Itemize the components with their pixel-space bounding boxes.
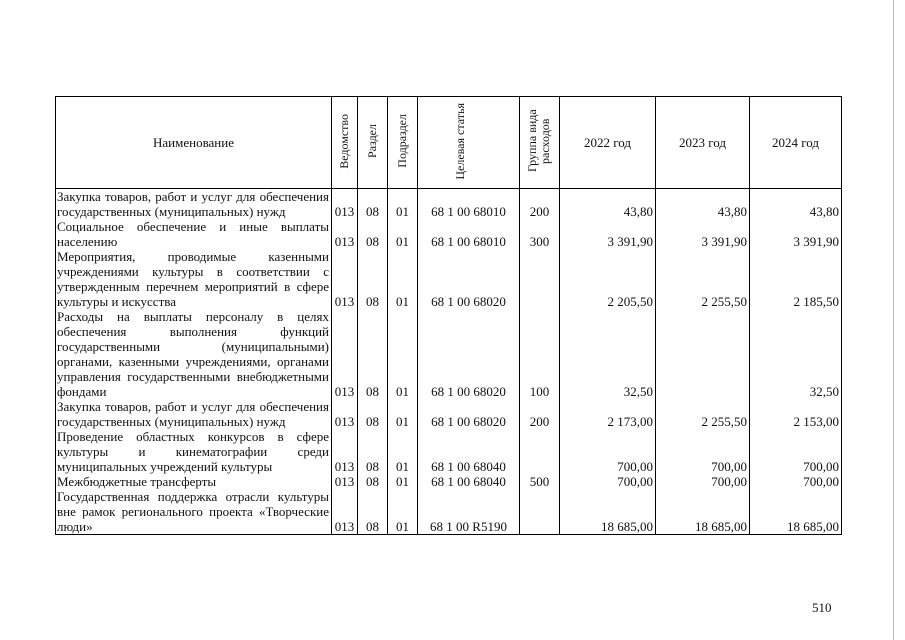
cell-y2022: 2 205,50 bbox=[560, 249, 656, 309]
cell-ved: 013 bbox=[332, 249, 358, 309]
cell-y2022: 3 391,90 bbox=[560, 219, 656, 249]
cell-target: 68 1 00 68010 bbox=[418, 219, 520, 249]
cell-podrazdel: 01 bbox=[388, 429, 418, 474]
cell-podrazdel: 01 bbox=[388, 309, 418, 399]
cell-y2023 bbox=[656, 309, 750, 399]
cell-podrazdel: 01 bbox=[388, 219, 418, 249]
cell-name: Социальное обеспечение и иные выплаты населению bbox=[56, 219, 332, 249]
cell-group: 500 bbox=[520, 474, 560, 489]
table-row bbox=[56, 429, 842, 474]
cell-group: 200 bbox=[520, 399, 560, 429]
cell-y2023: 43,80 bbox=[656, 189, 750, 220]
cell-target: 68 1 00 68040 bbox=[418, 429, 520, 474]
cell-group: 300 bbox=[520, 219, 560, 249]
cell-razdel: 08 bbox=[358, 189, 388, 220]
table-row bbox=[56, 249, 842, 309]
budget-table bbox=[55, 96, 842, 535]
cell-podrazdel: 01 bbox=[388, 489, 418, 535]
cell-y2022: 700,00 bbox=[560, 474, 656, 489]
cell-ved: 013 bbox=[332, 219, 358, 249]
table-row bbox=[56, 309, 842, 399]
cell-y2023: 3 391,90 bbox=[656, 219, 750, 249]
header-2023: 2023 год bbox=[656, 97, 750, 189]
budget-table-container bbox=[55, 96, 842, 535]
cell-podrazdel: 01 bbox=[388, 249, 418, 309]
cell-name: Закупка товаров, работ и услуг для обеспечения государственных (муниципальных) нужд bbox=[56, 189, 332, 220]
cell-ved: 013 bbox=[332, 474, 358, 489]
cell-name: Межбюджетные трансферты bbox=[56, 474, 332, 489]
cell-y2023: 18 685,00 bbox=[656, 489, 750, 535]
cell-y2023: 2 255,50 bbox=[656, 399, 750, 429]
cell-ved: 013 bbox=[332, 429, 358, 474]
cell-y2024: 700,00 bbox=[750, 474, 842, 489]
cell-podrazdel: 01 bbox=[388, 189, 418, 220]
cell-ved: 013 bbox=[332, 399, 358, 429]
cell-ved: 013 bbox=[332, 189, 358, 220]
table-row bbox=[56, 399, 842, 429]
cell-podrazdel: 01 bbox=[388, 474, 418, 489]
cell-y2023: 2 255,50 bbox=[656, 249, 750, 309]
cell-y2024: 3 391,90 bbox=[750, 219, 842, 249]
header-razdel: Раздел bbox=[358, 97, 388, 189]
header-2022: 2022 год bbox=[560, 97, 656, 189]
cell-name: Проведение областных конкурсов в сфере культуры и кинематографии среди муниципальных учреждений культуры bbox=[56, 429, 332, 474]
cell-target: 68 1 00 R5190 bbox=[418, 489, 520, 535]
cell-name: Расходы на выплаты персоналу в целях обеспечения выполнения функций государственными (муниципальными) органами, казенными учреждениями, органами управления государственными внебюджетными фондами bbox=[56, 309, 332, 399]
cell-ved: 013 bbox=[332, 489, 358, 535]
cell-target: 68 1 00 68020 bbox=[418, 399, 520, 429]
table-row bbox=[56, 489, 842, 535]
cell-y2022: 700,00 bbox=[560, 429, 656, 474]
cell-y2022: 18 685,00 bbox=[560, 489, 656, 535]
cell-name: Закупка товаров, работ и услуг для обеспечения государственных (муниципальных) нужд bbox=[56, 399, 332, 429]
cell-group: 100 bbox=[520, 309, 560, 399]
header-target: Целевая статья bbox=[418, 97, 520, 189]
cell-target: 68 1 00 68010 bbox=[418, 189, 520, 220]
cell-y2024: 700,00 bbox=[750, 429, 842, 474]
table-row bbox=[56, 474, 842, 489]
cell-name: Мероприятия, проводимые казенными учреждениями культуры в соответствии с утвержденным перечнем мероприятий в сфере культуры и искусства bbox=[56, 249, 332, 309]
header-ved: Ведомство bbox=[332, 97, 358, 189]
table-header-row bbox=[56, 97, 842, 189]
cell-y2023: 700,00 bbox=[656, 474, 750, 489]
cell-group: 200 bbox=[520, 189, 560, 220]
cell-podrazdel: 01 bbox=[388, 399, 418, 429]
page-edge-line bbox=[893, 0, 894, 640]
cell-target: 68 1 00 68020 bbox=[418, 309, 520, 399]
cell-razdel: 08 bbox=[358, 489, 388, 535]
table-body bbox=[56, 189, 842, 535]
cell-razdel: 08 bbox=[358, 249, 388, 309]
cell-target: 68 1 00 68040 bbox=[418, 474, 520, 489]
header-2024: 2024 год bbox=[750, 97, 842, 189]
cell-y2023: 700,00 bbox=[656, 429, 750, 474]
cell-razdel: 08 bbox=[358, 429, 388, 474]
cell-razdel: 08 bbox=[358, 219, 388, 249]
cell-y2022: 43,80 bbox=[560, 189, 656, 220]
cell-group bbox=[520, 429, 560, 474]
cell-y2024: 18 685,00 bbox=[750, 489, 842, 535]
cell-razdel: 08 bbox=[358, 474, 388, 489]
table-row bbox=[56, 189, 842, 220]
cell-name: Государственная поддержка отрасли культуры вне рамок регионального проекта «Творческие люди» bbox=[56, 489, 332, 535]
cell-y2024: 43,80 bbox=[750, 189, 842, 220]
header-podrazdel: Подраздел bbox=[388, 97, 418, 189]
cell-razdel: 08 bbox=[358, 399, 388, 429]
header-name: Наименование bbox=[56, 97, 332, 189]
page-number: 510 bbox=[812, 600, 832, 615]
cell-y2024: 2 185,50 bbox=[750, 249, 842, 309]
cell-y2022: 32,50 bbox=[560, 309, 656, 399]
table-row bbox=[56, 219, 842, 249]
cell-ved: 013 bbox=[332, 309, 358, 399]
cell-y2024: 32,50 bbox=[750, 309, 842, 399]
cell-y2022: 2 173,00 bbox=[560, 399, 656, 429]
cell-group bbox=[520, 489, 560, 535]
cell-razdel: 08 bbox=[358, 309, 388, 399]
header-group: Группа вида расходов bbox=[520, 97, 560, 189]
cell-group bbox=[520, 249, 560, 309]
cell-y2024: 2 153,00 bbox=[750, 399, 842, 429]
cell-target: 68 1 00 68020 bbox=[418, 249, 520, 309]
